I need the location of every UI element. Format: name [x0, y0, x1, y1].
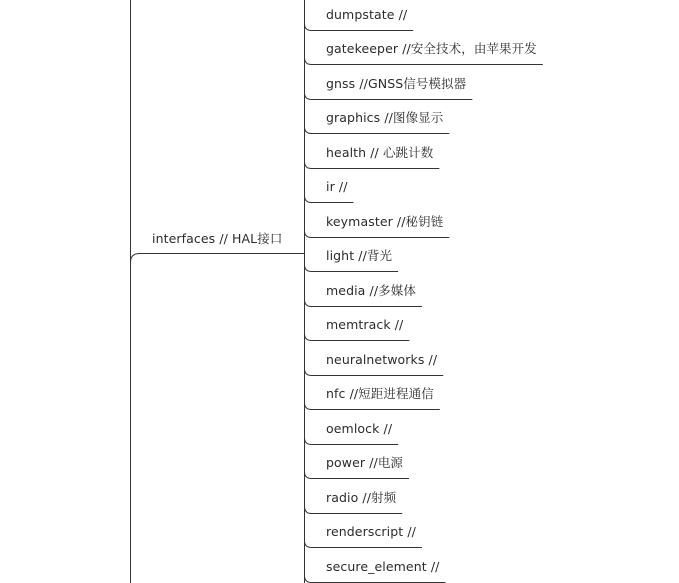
- node-ir[interactable]: ir //: [326, 179, 348, 194]
- node-power[interactable]: power //电源: [326, 455, 404, 470]
- branch-curve: [305, 265, 312, 272]
- node-secure-element[interactable]: secure_element //: [326, 559, 440, 574]
- branch-curve: [305, 541, 312, 548]
- branch-curve: [305, 403, 312, 410]
- node-nfc[interactable]: nfc //短距进程通信: [326, 386, 434, 401]
- node-media[interactable]: media //多媒体: [326, 283, 416, 298]
- node-oemlock[interactable]: oemlock //: [326, 421, 393, 436]
- node-dumpstate[interactable]: dumpstate //: [326, 7, 408, 22]
- node-neuralnetworks[interactable]: neuralnetworks //: [326, 352, 438, 367]
- branch-curve: [305, 438, 312, 445]
- node-memtrack[interactable]: memtrack //: [326, 317, 404, 332]
- branch-curve: [305, 58, 312, 65]
- branch-curve: [305, 300, 312, 307]
- node-graphics[interactable]: graphics //图像显示: [326, 110, 444, 125]
- branch-curve: [305, 127, 312, 134]
- node-health[interactable]: health // 心跳计数: [326, 145, 434, 160]
- branch-curve: [305, 196, 312, 203]
- node-gnss[interactable]: gnss //GNSS信号模拟器: [326, 76, 467, 91]
- branch-curve: [305, 231, 312, 238]
- node-renderscript[interactable]: renderscript //: [326, 524, 416, 539]
- branch-curve: [305, 334, 312, 341]
- branch-curve: [305, 472, 312, 479]
- node-light[interactable]: light //背光: [326, 248, 393, 263]
- branch-curve: [305, 24, 312, 31]
- node-keymaster[interactable]: keymaster //秘钥链: [326, 214, 444, 229]
- branch-curve: [305, 576, 312, 583]
- parent-curve: [131, 254, 140, 263]
- branch-curve: [305, 93, 312, 100]
- branch-curve: [305, 162, 312, 169]
- node-gatekeeper[interactable]: gatekeeper //安全技术，由苹果开发: [326, 41, 537, 56]
- node-radio[interactable]: radio //射频: [326, 490, 397, 505]
- node-interfaces[interactable]: interfaces // HAL接口: [152, 231, 283, 246]
- branch-curve: [305, 369, 312, 376]
- branch-curve: [305, 507, 312, 514]
